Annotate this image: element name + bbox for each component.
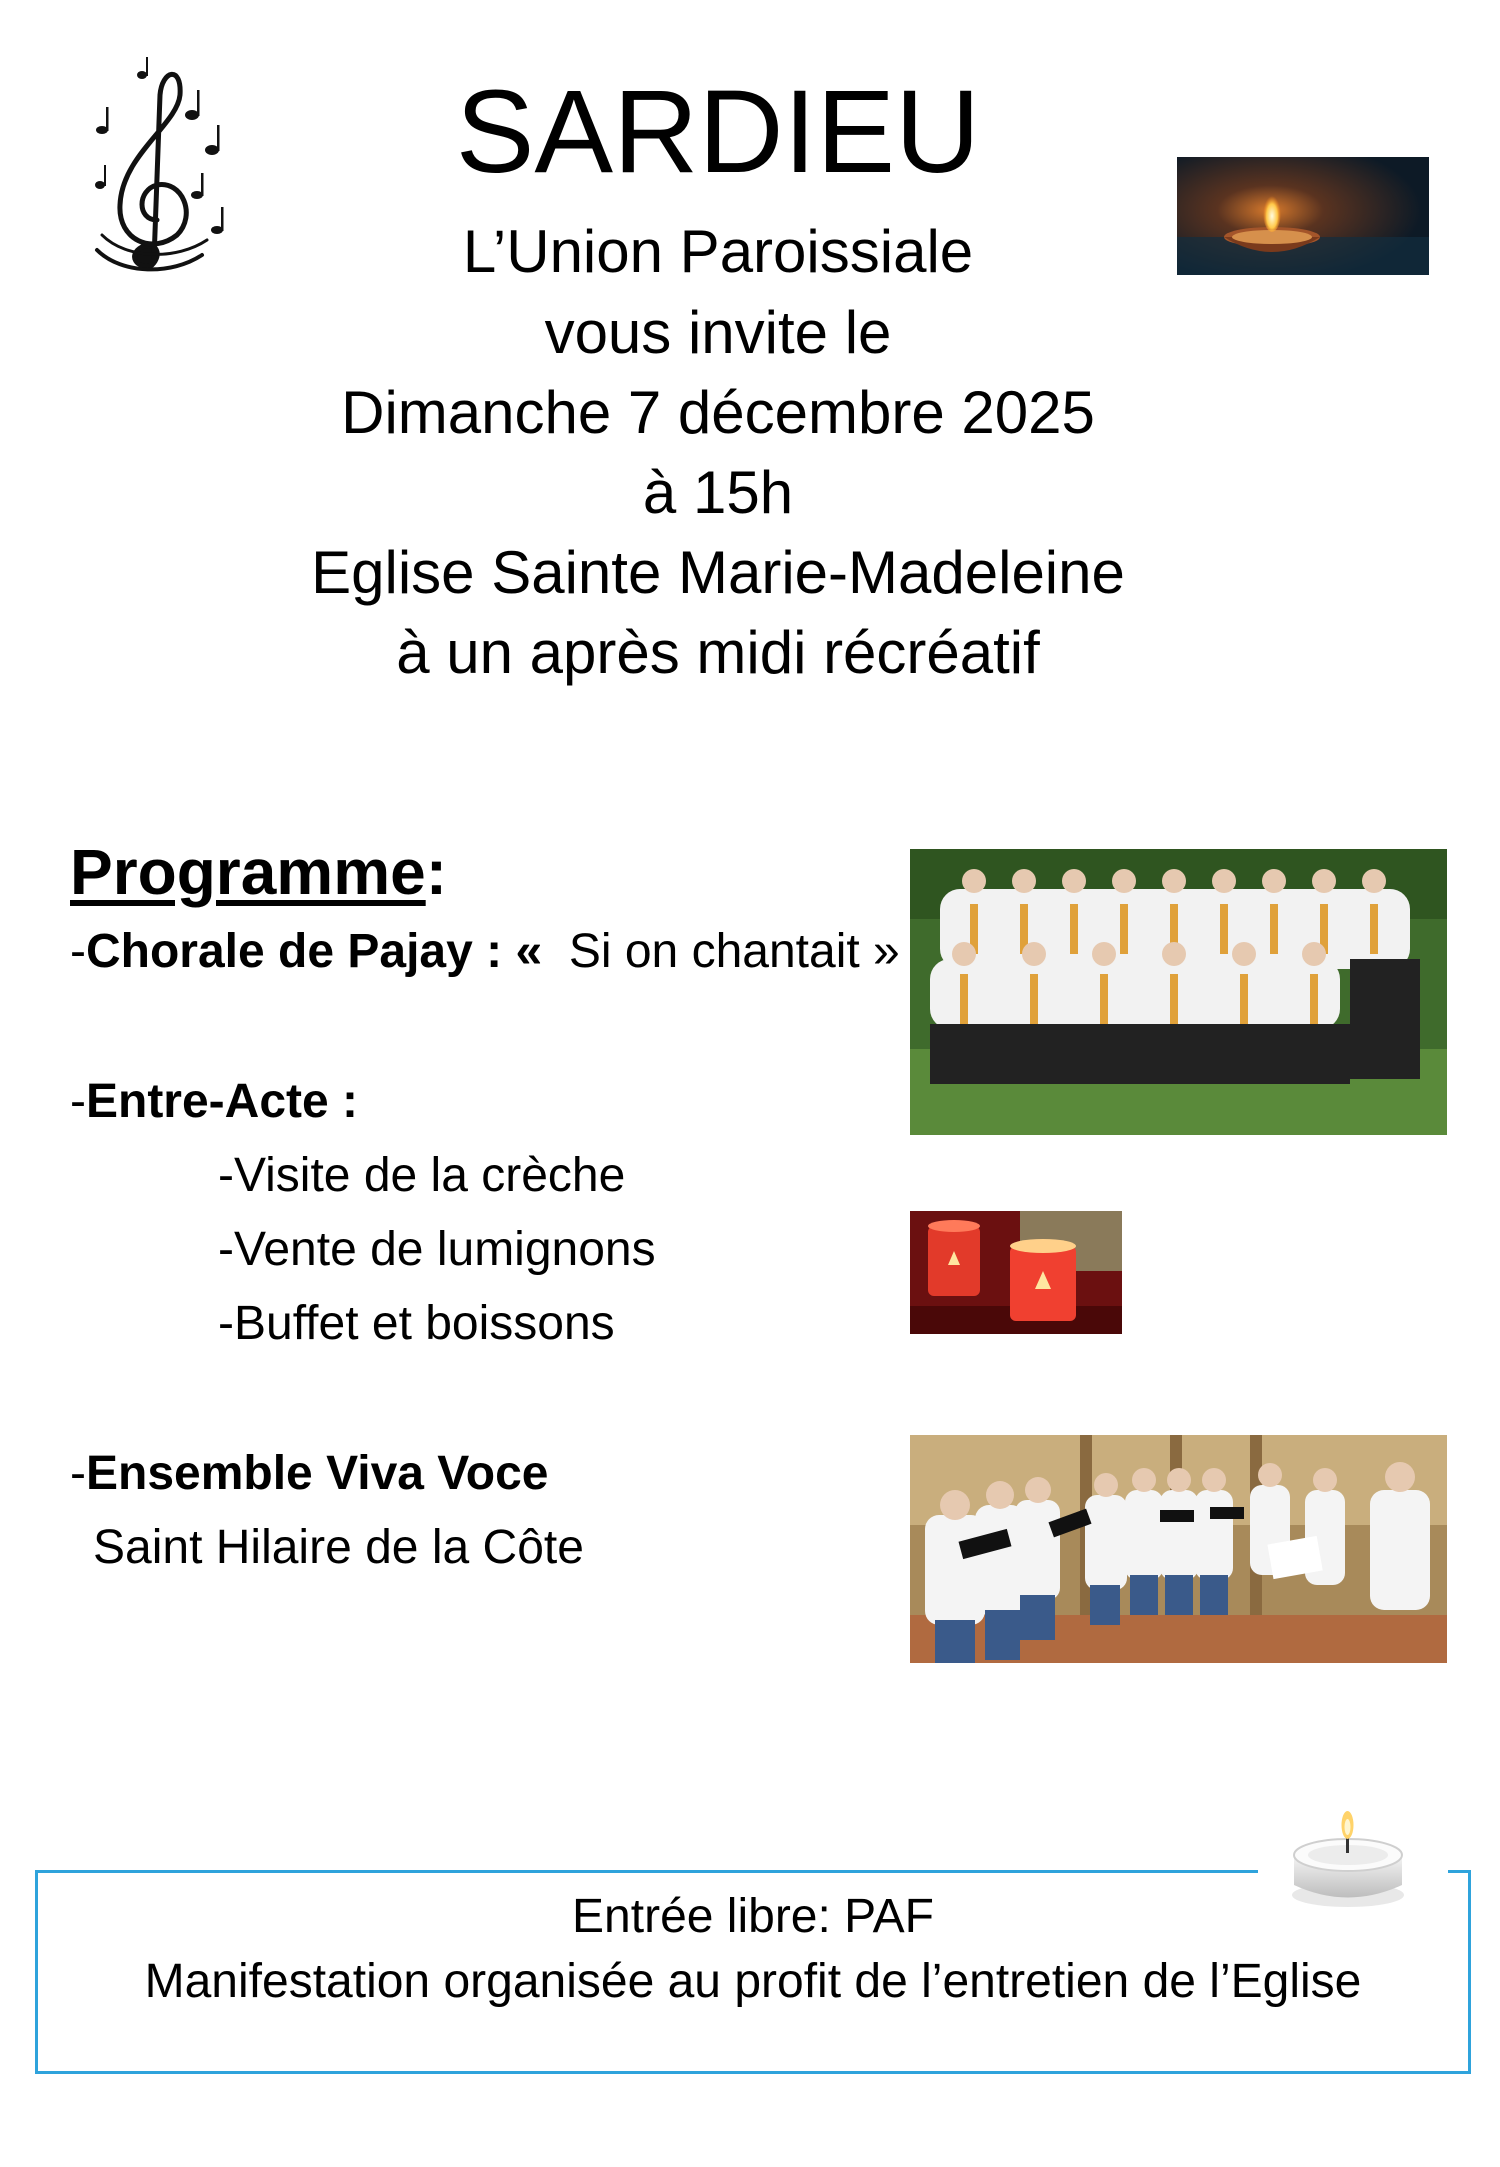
viva-voce-location: Saint Hilaire de la Côte [93,1521,584,1574]
programme-item-entre-acte: -Entre-Acte : [70,1075,359,1128]
invite-line: vous invite le [544,299,892,366]
date-line: Dimanche 7 décembre 2025 [341,379,1095,446]
event-title: SARDIEU [455,66,981,198]
programme-heading: Programme: [70,836,447,908]
event-description-line: à un après midi récréatif [396,619,1040,686]
programme-item-chorale: -Chorale de Pajay : « Si on chantait » [70,925,900,978]
entry-info: Entrée libre: PAF [572,1890,934,1943]
programme-item-viva-voce: -Ensemble Viva Voce [70,1447,549,1500]
viva-voce-photo [910,1435,1447,1663]
oil-lamp-photo [1177,157,1429,275]
choir-pajay-photo [910,849,1447,1135]
venue-line: Eglise Sainte Marie-Madeleine [311,539,1125,606]
time-line: à 15h [642,459,794,526]
lanterns-photo [910,1211,1122,1334]
sub-item-creche: -Visite de la crèche [218,1149,626,1202]
organizer-line: L’Union Paroissiale [462,218,974,285]
organization-purpose: Manifestation organisée au profit de l’entretien de l’Eglise [144,1955,1362,2008]
sub-item-lumignons: -Vente de lumignons [218,1223,656,1276]
sub-item-buffet: -Buffet et boissons [218,1297,615,1350]
